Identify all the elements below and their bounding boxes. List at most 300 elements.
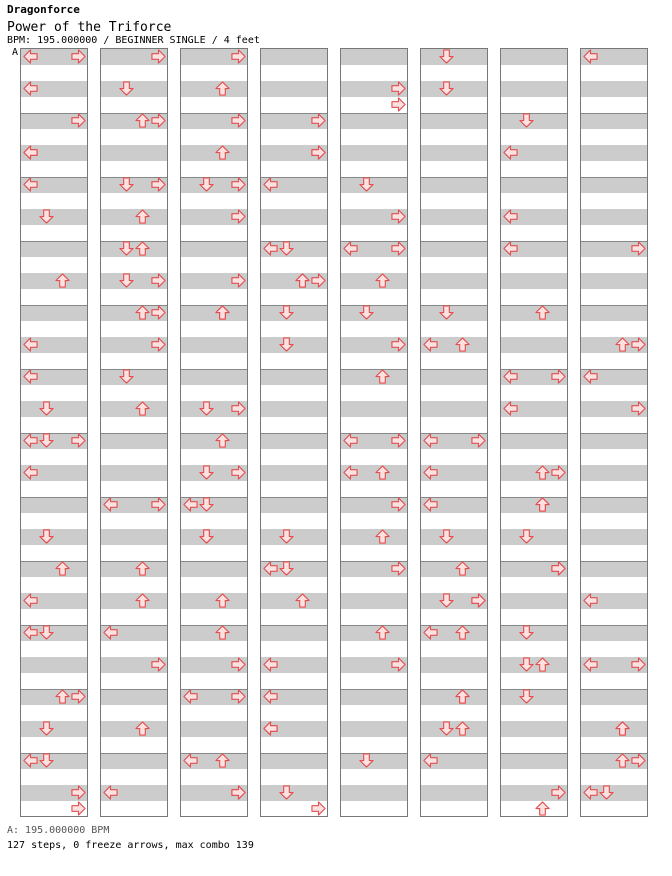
right-arrow-icon	[471, 593, 486, 608]
beat-stripe	[261, 49, 327, 65]
song-artist: Dragonforce	[7, 3, 80, 16]
measure-line	[181, 433, 247, 434]
up-arrow-icon	[215, 753, 230, 768]
measure-line	[341, 177, 407, 178]
beat-stripe	[421, 529, 487, 545]
beat-stripe	[421, 241, 487, 257]
down-arrow-icon	[439, 81, 454, 96]
right-arrow-icon	[311, 801, 326, 816]
up-arrow-icon	[375, 465, 390, 480]
down-arrow-icon	[279, 241, 294, 256]
up-arrow-icon	[135, 305, 150, 320]
left-arrow-icon	[583, 593, 598, 608]
measure-line	[261, 497, 327, 498]
down-arrow-icon	[359, 305, 374, 320]
beat-stripe	[581, 625, 647, 641]
up-arrow-icon	[615, 721, 630, 736]
beat-stripe	[21, 529, 87, 545]
beat-stripe	[261, 593, 327, 609]
right-arrow-icon	[231, 113, 246, 128]
up-arrow-icon	[135, 209, 150, 224]
beat-stripe	[101, 529, 167, 545]
left-arrow-icon	[503, 369, 518, 384]
right-arrow-icon	[151, 337, 166, 352]
beat-stripe	[341, 113, 407, 129]
down-arrow-icon	[279, 337, 294, 352]
right-arrow-icon	[551, 561, 566, 576]
down-arrow-icon	[599, 785, 614, 800]
beat-stripe	[261, 529, 327, 545]
beat-stripe	[501, 497, 567, 513]
down-arrow-icon	[39, 401, 54, 416]
right-arrow-icon	[631, 753, 646, 768]
measure-line	[181, 561, 247, 562]
chart-column	[100, 48, 168, 817]
right-arrow-icon	[231, 49, 246, 64]
measure-line	[501, 689, 567, 690]
left-arrow-icon	[23, 593, 38, 608]
measure-line	[181, 625, 247, 626]
measure-line	[501, 497, 567, 498]
left-arrow-icon	[583, 785, 598, 800]
beat-stripe	[21, 497, 87, 513]
beat-stripe	[21, 305, 87, 321]
down-arrow-icon	[519, 689, 534, 704]
down-arrow-icon	[39, 721, 54, 736]
right-arrow-icon	[231, 209, 246, 224]
down-arrow-icon	[119, 369, 134, 384]
up-arrow-icon	[55, 689, 70, 704]
beat-stripe	[501, 305, 567, 321]
left-arrow-icon	[263, 561, 278, 576]
right-arrow-icon	[391, 97, 406, 112]
right-arrow-icon	[151, 497, 166, 512]
left-arrow-icon	[423, 753, 438, 768]
down-arrow-icon	[519, 529, 534, 544]
measure-line	[261, 433, 327, 434]
right-arrow-icon	[551, 465, 566, 480]
left-arrow-icon	[583, 49, 598, 64]
beat-stripe	[421, 49, 487, 65]
beat-stripe	[261, 433, 327, 449]
beat-stripe	[421, 721, 487, 737]
down-arrow-icon	[39, 753, 54, 768]
beat-stripe	[501, 625, 567, 641]
down-arrow-icon	[199, 497, 214, 512]
up-arrow-icon	[375, 529, 390, 544]
up-arrow-icon	[615, 337, 630, 352]
up-arrow-icon	[215, 81, 230, 96]
beat-stripe	[341, 721, 407, 737]
right-arrow-icon	[151, 305, 166, 320]
beat-stripe	[421, 657, 487, 673]
beat-stripe	[581, 433, 647, 449]
measure-line	[581, 305, 647, 306]
measure-line	[341, 113, 407, 114]
left-arrow-icon	[103, 497, 118, 512]
measure-line	[181, 369, 247, 370]
left-arrow-icon	[23, 753, 38, 768]
left-arrow-icon	[343, 465, 358, 480]
measure-line	[581, 625, 647, 626]
beat-stripe	[21, 721, 87, 737]
measure-line	[421, 689, 487, 690]
beat-stripe	[341, 369, 407, 385]
beat-stripe	[421, 273, 487, 289]
right-arrow-icon	[631, 401, 646, 416]
measure-line	[501, 113, 567, 114]
beat-stripe	[501, 337, 567, 353]
beat-stripe	[101, 209, 167, 225]
beat-stripe	[581, 81, 647, 97]
right-arrow-icon	[231, 273, 246, 288]
left-arrow-icon	[263, 689, 278, 704]
beat-stripe	[581, 465, 647, 481]
measure-line	[21, 305, 87, 306]
beat-stripe	[181, 529, 247, 545]
beat-stripe	[181, 145, 247, 161]
left-arrow-icon	[23, 81, 38, 96]
beat-stripe	[181, 305, 247, 321]
measure-line	[101, 561, 167, 562]
up-arrow-icon	[55, 561, 70, 576]
up-arrow-icon	[215, 145, 230, 160]
left-arrow-icon	[343, 241, 358, 256]
beat-stripe	[581, 721, 647, 737]
left-arrow-icon	[103, 785, 118, 800]
song-title: Power of the Triforce	[7, 20, 172, 35]
beat-stripe	[341, 177, 407, 193]
right-arrow-icon	[631, 241, 646, 256]
beat-stripe	[421, 209, 487, 225]
down-arrow-icon	[439, 305, 454, 320]
measure-line	[501, 177, 567, 178]
left-arrow-icon	[263, 177, 278, 192]
right-arrow-icon	[391, 241, 406, 256]
down-arrow-icon	[279, 561, 294, 576]
measure-line	[341, 625, 407, 626]
right-arrow-icon	[231, 177, 246, 192]
left-arrow-icon	[263, 721, 278, 736]
measure-line	[581, 433, 647, 434]
beat-stripe	[421, 369, 487, 385]
right-arrow-icon	[231, 689, 246, 704]
beat-stripe	[21, 273, 87, 289]
left-arrow-icon	[103, 625, 118, 640]
measure-line	[101, 369, 167, 370]
beat-stripe	[181, 433, 247, 449]
up-arrow-icon	[215, 593, 230, 608]
beat-stripe	[581, 689, 647, 705]
measure-line	[581, 113, 647, 114]
beat-stripe	[181, 593, 247, 609]
right-arrow-icon	[151, 657, 166, 672]
beat-stripe	[261, 497, 327, 513]
beat-stripe	[501, 753, 567, 769]
beat-stripe	[341, 273, 407, 289]
left-arrow-icon	[183, 497, 198, 512]
up-arrow-icon	[215, 305, 230, 320]
down-arrow-icon	[199, 401, 214, 416]
up-arrow-icon	[455, 721, 470, 736]
down-arrow-icon	[199, 177, 214, 192]
up-arrow-icon	[455, 561, 470, 576]
measure-line	[581, 497, 647, 498]
up-arrow-icon	[135, 721, 150, 736]
beat-stripe	[21, 561, 87, 577]
up-arrow-icon	[55, 273, 70, 288]
up-arrow-icon	[295, 593, 310, 608]
beat-stripe	[581, 273, 647, 289]
beat-stripe	[21, 209, 87, 225]
measure-line	[501, 305, 567, 306]
beat-stripe	[181, 625, 247, 641]
left-arrow-icon	[183, 753, 198, 768]
bpm-marker: A	[12, 47, 19, 58]
down-arrow-icon	[439, 49, 454, 64]
left-arrow-icon	[423, 465, 438, 480]
up-arrow-icon	[535, 497, 550, 512]
beat-stripe	[341, 49, 407, 65]
right-arrow-icon	[311, 145, 326, 160]
up-arrow-icon	[535, 465, 550, 480]
beat-stripe	[581, 497, 647, 513]
right-arrow-icon	[231, 657, 246, 672]
up-arrow-icon	[535, 657, 550, 672]
measure-line	[21, 241, 87, 242]
up-arrow-icon	[135, 113, 150, 128]
beat-stripe	[421, 785, 487, 801]
left-arrow-icon	[423, 337, 438, 352]
right-arrow-icon	[231, 401, 246, 416]
beat-stripe	[341, 625, 407, 641]
right-arrow-icon	[471, 433, 486, 448]
measure-line	[101, 433, 167, 434]
beat-stripe	[501, 721, 567, 737]
beat-stripe	[501, 49, 567, 65]
measure-line	[421, 305, 487, 306]
beat-stripe	[421, 145, 487, 161]
measure-line	[21, 497, 87, 498]
right-arrow-icon	[71, 801, 86, 816]
beat-stripe	[501, 177, 567, 193]
chart-info: BPM: 195.000000 / BEGINNER SINGLE / 4 feet	[7, 35, 260, 46]
beat-stripe	[581, 561, 647, 577]
right-arrow-icon	[311, 273, 326, 288]
left-arrow-icon	[423, 433, 438, 448]
measure-line	[581, 177, 647, 178]
up-arrow-icon	[375, 273, 390, 288]
left-arrow-icon	[343, 433, 358, 448]
down-arrow-icon	[359, 177, 374, 192]
right-arrow-icon	[71, 49, 86, 64]
measure-line	[421, 561, 487, 562]
beat-stripe	[581, 113, 647, 129]
beat-stripe	[581, 305, 647, 321]
beat-stripe	[501, 593, 567, 609]
measure-line	[421, 241, 487, 242]
right-arrow-icon	[311, 113, 326, 128]
beat-stripe	[181, 721, 247, 737]
measure-line	[581, 561, 647, 562]
right-arrow-icon	[391, 433, 406, 448]
beat-stripe	[501, 273, 567, 289]
beat-stripe	[501, 433, 567, 449]
beat-stripe	[501, 689, 567, 705]
beat-stripe	[101, 81, 167, 97]
beat-stripe	[581, 529, 647, 545]
down-arrow-icon	[519, 657, 534, 672]
measure-line	[421, 177, 487, 178]
left-arrow-icon	[583, 369, 598, 384]
beat-stripe	[341, 785, 407, 801]
down-arrow-icon	[39, 625, 54, 640]
measure-line	[261, 369, 327, 370]
left-arrow-icon	[263, 241, 278, 256]
beat-stripe	[101, 369, 167, 385]
right-arrow-icon	[391, 209, 406, 224]
left-arrow-icon	[23, 465, 38, 480]
left-arrow-icon	[503, 145, 518, 160]
down-arrow-icon	[39, 529, 54, 544]
right-arrow-icon	[151, 273, 166, 288]
right-arrow-icon	[391, 337, 406, 352]
up-arrow-icon	[535, 801, 550, 816]
down-arrow-icon	[279, 785, 294, 800]
beat-stripe	[501, 657, 567, 673]
measure-line	[261, 625, 327, 626]
right-arrow-icon	[151, 177, 166, 192]
beat-stripe	[501, 529, 567, 545]
beat-stripe	[101, 433, 167, 449]
up-arrow-icon	[135, 561, 150, 576]
beat-stripe	[341, 689, 407, 705]
measure-line	[501, 433, 567, 434]
beat-stripe	[341, 593, 407, 609]
down-arrow-icon	[279, 529, 294, 544]
beat-stripe	[501, 113, 567, 129]
left-arrow-icon	[423, 497, 438, 512]
measure-line	[421, 369, 487, 370]
beat-stripe	[421, 305, 487, 321]
beat-stripe	[181, 241, 247, 257]
beat-stripe	[581, 209, 647, 225]
right-arrow-icon	[151, 113, 166, 128]
right-arrow-icon	[231, 785, 246, 800]
beat-stripe	[101, 561, 167, 577]
right-arrow-icon	[551, 369, 566, 384]
footer-bpm-list: A: 195.000000 BPM	[7, 825, 110, 836]
right-arrow-icon	[71, 113, 86, 128]
beat-stripe	[101, 753, 167, 769]
beat-stripe	[261, 81, 327, 97]
measure-line	[181, 241, 247, 242]
beat-stripe	[21, 401, 87, 417]
beat-stripe	[101, 145, 167, 161]
down-arrow-icon	[119, 273, 134, 288]
right-arrow-icon	[631, 337, 646, 352]
beat-stripe	[261, 401, 327, 417]
up-arrow-icon	[455, 337, 470, 352]
beat-stripe	[101, 401, 167, 417]
up-arrow-icon	[135, 241, 150, 256]
beat-stripe	[581, 177, 647, 193]
measure-line	[421, 113, 487, 114]
beat-stripe	[181, 561, 247, 577]
measure-line	[261, 753, 327, 754]
right-arrow-icon	[391, 497, 406, 512]
up-arrow-icon	[615, 753, 630, 768]
up-arrow-icon	[135, 401, 150, 416]
down-arrow-icon	[199, 465, 214, 480]
beat-stripe	[341, 529, 407, 545]
right-arrow-icon	[391, 657, 406, 672]
down-arrow-icon	[519, 625, 534, 640]
right-arrow-icon	[551, 785, 566, 800]
beat-stripe	[261, 305, 327, 321]
measure-line	[501, 753, 567, 754]
up-arrow-icon	[375, 625, 390, 640]
down-arrow-icon	[439, 721, 454, 736]
chart-column	[500, 48, 568, 817]
beat-stripe	[581, 145, 647, 161]
beat-stripe	[261, 785, 327, 801]
up-arrow-icon	[455, 689, 470, 704]
beat-stripe	[341, 305, 407, 321]
beat-stripe	[421, 689, 487, 705]
beat-stripe	[341, 753, 407, 769]
measure-line	[21, 561, 87, 562]
right-arrow-icon	[151, 49, 166, 64]
measure-line	[101, 241, 167, 242]
down-arrow-icon	[519, 113, 534, 128]
right-arrow-icon	[71, 433, 86, 448]
left-arrow-icon	[583, 657, 598, 672]
beat-stripe	[421, 113, 487, 129]
beat-stripe	[261, 337, 327, 353]
beat-stripe	[181, 369, 247, 385]
beat-stripe	[261, 465, 327, 481]
right-arrow-icon	[231, 465, 246, 480]
right-arrow-icon	[631, 657, 646, 672]
beat-stripe	[421, 561, 487, 577]
left-arrow-icon	[23, 145, 38, 160]
measure-line	[101, 689, 167, 690]
right-arrow-icon	[391, 81, 406, 96]
measure-line	[501, 625, 567, 626]
up-arrow-icon	[535, 305, 550, 320]
left-arrow-icon	[23, 337, 38, 352]
left-arrow-icon	[23, 177, 38, 192]
beat-stripe	[421, 401, 487, 417]
left-arrow-icon	[503, 241, 518, 256]
beat-stripe	[341, 145, 407, 161]
down-arrow-icon	[119, 81, 134, 96]
beat-stripe	[181, 337, 247, 353]
beat-stripe	[21, 241, 87, 257]
beat-stripe	[261, 625, 327, 641]
up-arrow-icon	[215, 433, 230, 448]
beat-stripe	[261, 209, 327, 225]
right-arrow-icon	[391, 561, 406, 576]
measure-line	[341, 689, 407, 690]
measure-line	[181, 305, 247, 306]
left-arrow-icon	[23, 369, 38, 384]
beat-stripe	[421, 81, 487, 97]
down-arrow-icon	[199, 529, 214, 544]
measure-line	[581, 689, 647, 690]
beat-stripe	[101, 241, 167, 257]
